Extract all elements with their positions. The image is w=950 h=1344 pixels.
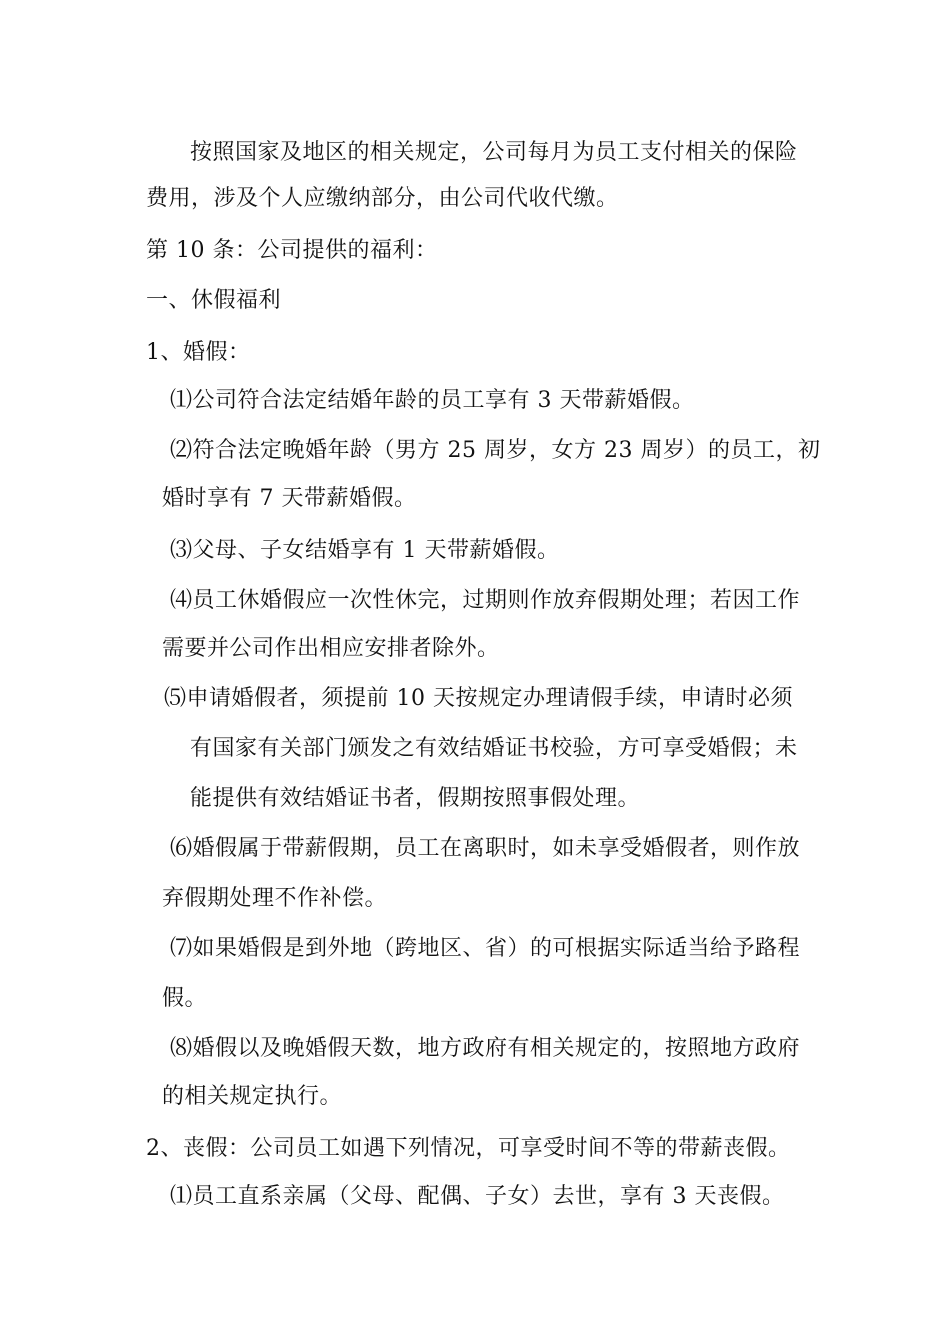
marriage-item-2-line-1: ⑵符合法定晚婚年龄（男方 25 周岁，女方 23 周岁）的员工，初: [170, 438, 821, 463]
marriage-item-8-line-2: 的相关规定执行。: [162, 1084, 343, 1109]
marriage-item-7-line-1: ⑺如果婚假是到外地（跨地区、省）的可根据实际适当给予路程: [170, 936, 801, 961]
marriage-item-5-line-3: 能提供有效结婚证书者，假期按照事假处理。: [190, 786, 641, 811]
intro-line-1: 按照国家及地区的相关规定，公司每月为员工支付相关的保险: [190, 140, 798, 165]
marriage-item-4-line-1: ⑷员工休婚假应一次性休完，过期则作放弃假期处理；若因工作: [170, 588, 801, 613]
marriage-item-3-line-1: ⑶父母、子女结婚享有 1 天带薪婚假。: [170, 538, 560, 563]
marriage-item-5-line-1: ⑸申请婚假者，须提前 10 天按规定办理请假手续，申请时必须: [164, 686, 793, 711]
marriage-item-4-line-2: 需要并公司作出相应安排者除外。: [162, 636, 500, 661]
marriage-item-1-line-1: ⑴公司符合法定结婚年龄的员工享有 3 天带薪婚假。: [170, 388, 695, 413]
bereavement-item-1-line-1: ⑴员工直系亲属（父母、配偶、子女）去世，享有 3 天丧假。: [170, 1184, 785, 1209]
marriage-item-8-line-1: ⑻婚假以及晚婚假天数，地方政府有相关规定的，按照地方政府: [170, 1036, 801, 1061]
marriage-item-6-line-1: ⑹婚假属于带薪假期，员工在离职时，如未享受婚假者，则作放: [170, 836, 801, 861]
section-heading: 一、休假福利: [146, 288, 282, 313]
marriage-leave-heading: 1、婚假：: [146, 340, 251, 365]
marriage-item-7-line-2: 假。: [162, 986, 208, 1011]
marriage-item-2-line-2: 婚时享有 7 天带薪婚假。: [162, 486, 417, 511]
marriage-item-6-line-2: 弃假期处理不作补偿。: [162, 886, 388, 911]
marriage-item-5-line-2: 有国家有关部门颁发之有效结婚证书校验，方可享受婚假；未: [190, 736, 798, 761]
intro-line-2: 费用，涉及个人应缴纳部分，由公司代收代缴。: [146, 186, 619, 211]
bereavement-leave-heading: 2、丧假：公司员工如遇下列情况，可享受时间不等的带薪丧假。: [146, 1136, 791, 1161]
article-heading: 第 10 条：公司提供的福利：: [146, 238, 438, 263]
